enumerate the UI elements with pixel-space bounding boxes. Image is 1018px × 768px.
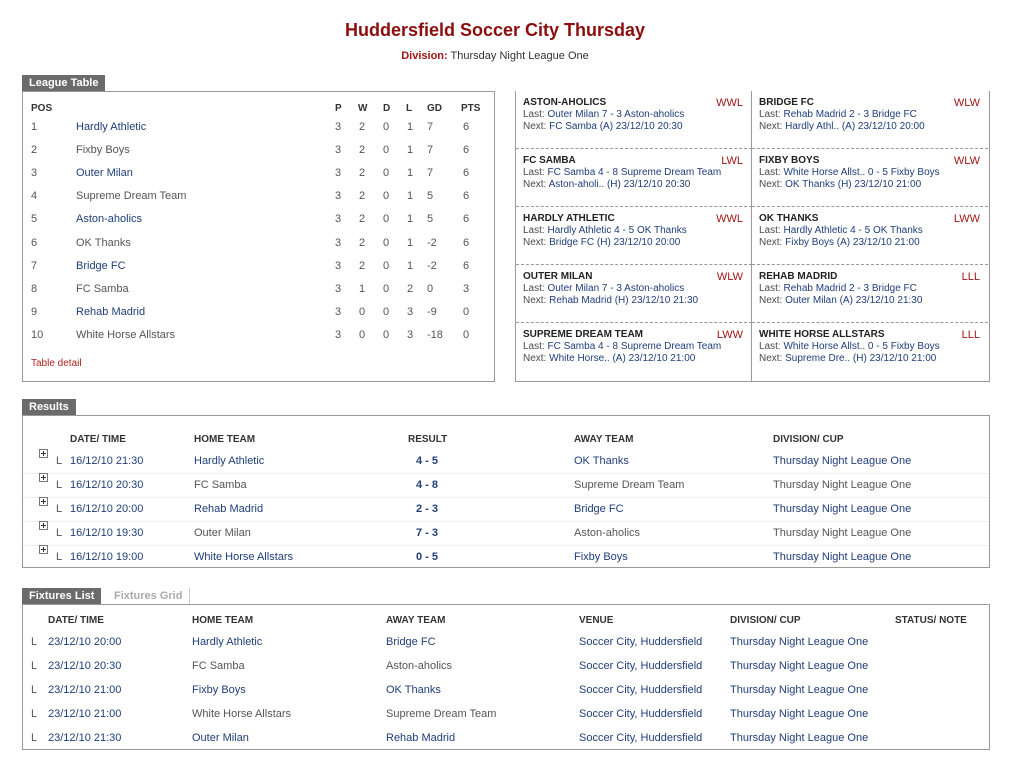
last-result-text[interactable]: White Horse Allst.. 0 - 5 Fixby Boys	[783, 167, 940, 178]
tab-fixtures-list[interactable]: Fixtures List	[22, 588, 101, 604]
played-cell: 3	[335, 213, 342, 226]
gd-cell: -18	[427, 328, 443, 341]
col-away-team: AWAY TEAM	[574, 434, 634, 445]
table-row	[23, 630, 989, 654]
team-name[interactable]: WHITE HORSE ALLSTARS	[759, 329, 885, 340]
played-cell: 3	[335, 282, 342, 295]
match-result[interactable]: 0 - 5	[416, 551, 439, 563]
table-row	[23, 726, 989, 750]
pos-cell: 3	[31, 167, 38, 180]
next-fixture	[523, 295, 698, 306]
team-name[interactable]: OK Thanks	[76, 236, 131, 249]
lost-cell: 1	[407, 213, 414, 226]
results-table	[22, 415, 990, 568]
form-card	[752, 91, 988, 149]
drawn-cell: 0	[383, 236, 390, 249]
team-name[interactable]: Aston-aholics	[76, 213, 143, 226]
plus-icon	[39, 449, 48, 458]
col-home-team: HOME TEAM	[192, 615, 254, 626]
last-label: Last:	[759, 341, 784, 352]
tab-league-table[interactable]: League Table	[22, 75, 105, 91]
last-result-text[interactable]: Rehab Madrid 2 - 3 Bridge FC	[783, 109, 917, 120]
next-fixture	[523, 121, 683, 132]
venue[interactable]: Soccer City, Huddersfield	[579, 708, 703, 720]
next-fixture-text[interactable]: Outer Milan (A) 23/12/10 21:30	[785, 295, 923, 306]
pos-cell: 6	[31, 236, 38, 249]
played-cell: 3	[335, 305, 342, 318]
last-result-text[interactable]: Hardly Athletic 4 - 5 OK Thanks	[547, 225, 687, 236]
team-name[interactable]: FC SAMBA	[523, 155, 576, 166]
drawn-cell: 0	[383, 305, 390, 318]
drawn-cell: 0	[383, 282, 390, 295]
next-fixture	[523, 353, 695, 364]
match-datetime: 23/12/10 20:30	[48, 660, 122, 672]
table-row	[23, 326, 495, 344]
pts-cell: 6	[463, 259, 470, 272]
plus-icon	[39, 473, 48, 482]
home-team[interactable]: FC Samba	[194, 479, 247, 491]
gd-cell: 0	[427, 282, 434, 295]
tab-fixtures-grid[interactable]: Fixtures Grid	[107, 588, 190, 604]
team-name[interactable]: OUTER MILAN	[523, 271, 593, 282]
table-row	[23, 545, 989, 569]
match-type: L	[56, 503, 63, 515]
plus-icon	[39, 545, 48, 554]
played-cell: 3	[335, 121, 342, 133]
division-cup[interactable]: Thursday Night League One	[773, 455, 912, 467]
league-table-header	[23, 100, 495, 118]
pos-cell: 9	[31, 305, 38, 318]
last-label: Last:	[759, 283, 784, 294]
table-row	[23, 449, 989, 473]
form-card	[516, 149, 752, 207]
division-cup[interactable]: Thursday Night League One	[730, 684, 869, 696]
lost-cell: 1	[407, 259, 414, 272]
won-cell: 2	[359, 121, 366, 133]
col-d: D	[383, 103, 391, 114]
gd-cell: 7	[427, 121, 434, 133]
team-name[interactable]: FIXBY BOYS	[759, 155, 820, 166]
pts-cell: 6	[463, 213, 470, 226]
form-string: LWW	[716, 329, 743, 341]
drawn-cell: 0	[383, 167, 390, 180]
team-name[interactable]: White Horse Allstars	[76, 328, 176, 341]
won-cell: 2	[359, 144, 366, 157]
lost-cell: 1	[407, 144, 414, 157]
next-fixture	[759, 237, 920, 248]
away-team[interactable]: Aston-aholics	[386, 660, 453, 672]
col-venue: VENUE	[579, 615, 614, 626]
table-row	[23, 257, 495, 275]
next-fixture-text[interactable]: FC Samba (A) 23/12/10 20:30	[549, 121, 683, 132]
match-result[interactable]: 4 - 5	[416, 455, 439, 467]
next-fixture-text[interactable]: Fixby Boys (A) 23/12/10 21:00	[785, 237, 920, 248]
last-label: Last:	[759, 109, 784, 120]
next-label: Next:	[759, 237, 786, 248]
next-fixture	[759, 179, 921, 190]
pts-cell: 6	[463, 121, 470, 133]
last-result	[759, 341, 940, 352]
match-type: L	[56, 479, 63, 491]
col-away-team: AWAY TEAM	[386, 615, 446, 626]
pos-cell: 7	[31, 259, 38, 272]
next-fixture-text[interactable]: Aston-aholi.. (H) 23/12/10 20:30	[548, 179, 691, 190]
col-w: W	[358, 103, 368, 114]
home-team[interactable]: Hardly Athletic	[194, 455, 265, 467]
won-cell: 2	[359, 213, 366, 226]
won-cell: 2	[359, 167, 366, 180]
team-name[interactable]: ASTON-AHOLICS	[523, 97, 607, 108]
form-card	[752, 265, 988, 323]
table-row	[23, 654, 989, 678]
played-cell: 3	[335, 144, 342, 157]
won-cell: 2	[359, 190, 366, 203]
team-name[interactable]: OK THANKS	[759, 213, 819, 224]
col-result: RESULT	[408, 434, 448, 445]
match-result[interactable]: 2 - 3	[416, 503, 439, 515]
venue[interactable]: Soccer City, Huddersfield	[579, 660, 703, 672]
played-cell: 3	[335, 167, 342, 180]
division-value: Thursday Night League One	[450, 50, 589, 62]
last-result	[523, 283, 684, 294]
next-label: Next:	[523, 353, 550, 364]
last-result	[759, 109, 917, 120]
last-result-text[interactable]: Outer Milan 7 - 3 Aston-aholics	[547, 109, 685, 120]
table-row	[23, 187, 495, 205]
last-result	[523, 109, 684, 120]
form-string: WWL	[716, 213, 743, 225]
pts-cell: 6	[463, 167, 470, 180]
fixtures-table	[22, 604, 990, 750]
pts-cell: 0	[463, 305, 470, 318]
form-card	[752, 207, 988, 265]
form-string: WLW	[953, 155, 980, 167]
team-name[interactable]: HARDLY ATHLETIC	[523, 213, 615, 224]
away-team[interactable]: OK Thanks	[386, 684, 441, 696]
match-datetime: 23/12/10 21:00	[48, 708, 122, 720]
team-name[interactable]: Hardly Athletic	[76, 121, 147, 133]
division-cup[interactable]: Thursday Night League One	[773, 551, 912, 563]
form-string: WLW	[716, 271, 743, 283]
lost-cell: 1	[407, 236, 414, 249]
played-cell: 3	[335, 259, 342, 272]
away-team[interactable]: Rehab Madrid	[386, 732, 456, 744]
team-name[interactable]: REHAB MADRID	[759, 271, 838, 282]
next-label: Next:	[523, 179, 549, 190]
home-team[interactable]: Outer Milan	[194, 527, 251, 539]
drawn-cell: 0	[383, 144, 390, 157]
away-team[interactable]: Supreme Dream Team	[386, 708, 497, 720]
division-cup[interactable]: Thursday Night League One	[730, 636, 869, 648]
away-team[interactable]: Supreme Dream Team	[574, 479, 685, 491]
match-datetime: 23/12/10 21:30	[48, 732, 122, 744]
last-result	[523, 341, 721, 352]
col-home-team: HOME TEAM	[194, 434, 256, 445]
home-team[interactable]: Hardly Athletic	[192, 636, 263, 648]
tab-results[interactable]: Results	[22, 399, 76, 415]
division-cup[interactable]: Thursday Night League One	[730, 732, 869, 744]
division-line	[0, 50, 990, 62]
last-label: Last:	[523, 225, 548, 236]
match-type: L	[56, 455, 63, 467]
won-cell: 2	[359, 259, 366, 272]
last-result-text[interactable]: Rehab Madrid 2 - 3 Bridge FC	[783, 283, 917, 294]
won-cell: 1	[359, 282, 366, 295]
form-string: WLW	[953, 97, 980, 109]
last-result-text[interactable]: White Horse Allst.. 0 - 5 Fixby Boys	[783, 341, 940, 352]
gd-cell: 5	[427, 213, 434, 226]
match-type: L	[31, 732, 38, 744]
pos-cell: 10	[31, 328, 44, 341]
form-string: WWL	[716, 97, 743, 109]
played-cell: 3	[335, 328, 342, 341]
match-type: L	[31, 636, 38, 648]
col-p: P	[335, 103, 342, 114]
form-card	[516, 323, 752, 381]
form-card	[516, 91, 752, 149]
next-label: Next:	[759, 353, 786, 364]
away-team[interactable]: Bridge FC	[386, 636, 436, 648]
team-name[interactable]: Bridge FC	[76, 259, 126, 272]
table-detail-link[interactable]: Table detail	[31, 358, 82, 369]
table-row	[23, 702, 989, 726]
col-gd: GD	[427, 103, 442, 114]
form-string: LLL	[961, 329, 980, 341]
form-guide	[515, 91, 990, 382]
home-team[interactable]: Rehab Madrid	[194, 503, 264, 515]
match-datetime: 16/12/10 20:30	[70, 479, 144, 491]
table-row	[23, 234, 495, 252]
away-team[interactable]: OK Thanks	[574, 455, 629, 467]
drawn-cell: 0	[383, 328, 390, 341]
lost-cell: 3	[407, 328, 414, 341]
venue[interactable]: Soccer City, Huddersfield	[579, 732, 703, 744]
match-type: L	[31, 660, 38, 672]
pos-cell: 5	[31, 213, 38, 226]
gd-cell: 5	[427, 190, 434, 203]
match-type: L	[31, 708, 38, 720]
last-result	[523, 167, 721, 178]
match-datetime: 16/12/10 21:30	[70, 455, 144, 467]
next-label: Next:	[523, 295, 550, 306]
match-type: L	[56, 527, 63, 539]
form-card	[516, 265, 752, 323]
home-team[interactable]: White Horse Allstars	[192, 708, 292, 720]
last-label: Last:	[523, 341, 548, 352]
last-result	[759, 167, 940, 178]
won-cell: 2	[359, 236, 366, 249]
team-name[interactable]: Fixby Boys	[76, 144, 130, 157]
played-cell: 3	[335, 236, 342, 249]
col-status: STATUS/ NOTE	[895, 615, 967, 626]
lost-cell: 1	[407, 121, 414, 133]
away-team[interactable]: Aston-aholics	[574, 527, 641, 539]
lost-cell: 2	[407, 282, 414, 295]
last-label: Last:	[523, 109, 548, 120]
table-row	[23, 497, 989, 521]
form-card	[752, 149, 988, 207]
last-label: Last:	[523, 167, 548, 178]
last-label: Last:	[759, 225, 784, 236]
match-result[interactable]: 7 - 3	[416, 527, 439, 539]
form-card	[752, 323, 988, 381]
drawn-cell: 0	[383, 213, 390, 226]
col-datetime: DATE/ TIME	[48, 615, 104, 626]
table-row	[23, 164, 495, 182]
home-team[interactable]: Outer Milan	[192, 732, 249, 744]
venue[interactable]: Soccer City, Huddersfield	[579, 636, 703, 648]
next-fixture	[759, 353, 936, 364]
next-label: Next:	[759, 121, 786, 132]
plus-icon	[39, 497, 48, 506]
last-result-text[interactable]: Outer Milan 7 - 3 Aston-aholics	[547, 283, 685, 294]
pos-cell: 1	[31, 121, 38, 133]
next-fixture	[759, 295, 922, 306]
table-row	[23, 210, 495, 228]
col-l: L	[406, 103, 413, 114]
league-table	[22, 91, 495, 382]
division-cup[interactable]: Thursday Night League One	[730, 660, 869, 672]
venue[interactable]: Soccer City, Huddersfield	[579, 684, 703, 696]
table-row	[23, 141, 495, 159]
page-title: Huddersfield Soccer City Thursday	[344, 20, 646, 40]
division-cup[interactable]: Thursday Night League One	[773, 527, 912, 539]
table-row	[23, 280, 495, 298]
table-row	[23, 521, 989, 545]
next-label: Next:	[759, 179, 786, 190]
drawn-cell: 0	[383, 259, 390, 272]
next-fixture-text[interactable]: OK Thanks (H) 23/12/10 21:00	[785, 179, 922, 190]
pts-cell: 0	[463, 328, 470, 341]
col-division: DIVISION/ CUP	[773, 434, 844, 445]
lost-cell: 1	[407, 167, 414, 180]
form-string: LWL	[721, 155, 743, 167]
next-fixture-text[interactable]: Supreme Dre.. (H) 23/12/10 21:00	[785, 353, 937, 364]
match-type: L	[56, 551, 63, 563]
home-team[interactable]: White Horse Allstars	[194, 551, 294, 563]
match-result[interactable]: 4 - 8	[416, 479, 439, 491]
won-cell: 0	[359, 305, 366, 318]
next-label: Next:	[523, 237, 550, 248]
last-result	[523, 225, 687, 236]
played-cell: 3	[335, 190, 342, 203]
team-name[interactable]: Supreme Dream Team	[76, 190, 187, 203]
drawn-cell: 0	[383, 121, 390, 133]
away-team[interactable]: Fixby Boys	[574, 551, 628, 563]
match-datetime: 23/12/10 20:00	[48, 636, 122, 648]
match-datetime: 23/12/10 21:00	[48, 684, 122, 696]
next-fixture	[759, 121, 925, 132]
next-fixture-text[interactable]: Rehab Madrid (H) 23/12/10 21:30	[549, 295, 699, 306]
col-division: DIVISION/ CUP	[730, 615, 801, 626]
last-label: Last:	[759, 167, 784, 178]
division-cup[interactable]: Thursday Night League One	[730, 708, 869, 720]
next-fixture-text[interactable]: Bridge FC (H) 23/12/10 20:00	[549, 237, 681, 248]
division-label: Division:	[401, 50, 448, 62]
form-string: LLL	[961, 271, 980, 283]
team-name[interactable]: BRIDGE FC	[759, 97, 814, 108]
table-row	[23, 473, 989, 497]
team-name[interactable]: Rehab Madrid	[76, 305, 146, 318]
home-team[interactable]: Fixby Boys	[192, 684, 246, 696]
division-cup[interactable]: Thursday Night League One	[773, 479, 912, 491]
table-row	[23, 678, 989, 702]
form-card	[516, 207, 752, 265]
next-fixture-text[interactable]: Hardly Athl.. (A) 23/12/10 20:00	[785, 121, 925, 132]
won-cell: 0	[359, 328, 366, 341]
match-type: L	[31, 684, 38, 696]
gd-cell: -9	[427, 305, 437, 318]
pos-cell: 8	[31, 282, 38, 295]
next-fixture	[523, 179, 690, 190]
pos-cell: 2	[31, 144, 38, 157]
gd-cell: 7	[427, 167, 434, 180]
match-datetime: 16/12/10 19:30	[70, 527, 144, 539]
last-label: Last:	[523, 283, 548, 294]
gd-cell: -2	[427, 236, 437, 249]
plus-icon	[39, 521, 48, 530]
last-result	[759, 225, 923, 236]
next-fixture	[523, 237, 680, 248]
pts-cell: 3	[463, 282, 470, 295]
col-datetime: DATE/ TIME	[70, 434, 126, 445]
col-pts: PTS	[461, 103, 481, 114]
lost-cell: 3	[407, 305, 414, 318]
match-datetime: 16/12/10 20:00	[70, 503, 144, 515]
home-team[interactable]: FC Samba	[192, 660, 245, 672]
pts-cell: 6	[463, 144, 470, 157]
team-name[interactable]: FC Samba	[76, 282, 129, 295]
next-label: Next:	[759, 295, 786, 306]
gd-cell: 7	[427, 144, 434, 157]
drawn-cell: 0	[383, 190, 390, 203]
next-fixture-text[interactable]: White Horse.. (A) 23/12/10 21:00	[549, 353, 696, 364]
match-datetime: 16/12/10 19:00	[70, 551, 144, 563]
last-result	[759, 283, 917, 294]
lost-cell: 1	[407, 190, 414, 203]
last-result-text[interactable]: Hardly Athletic 4 - 5 OK Thanks	[783, 225, 923, 236]
team-name[interactable]: Outer Milan	[76, 167, 133, 180]
team-name[interactable]: SUPREME DREAM TEAM	[523, 329, 644, 340]
next-label: Next:	[523, 121, 550, 132]
division-cup[interactable]: Thursday Night League One	[773, 503, 912, 515]
table-row	[23, 118, 495, 136]
form-string: LWW	[953, 213, 980, 225]
pos-cell: 4	[31, 190, 38, 203]
table-row	[23, 303, 495, 321]
pts-cell: 6	[463, 236, 470, 249]
away-team[interactable]: Bridge FC	[574, 503, 624, 515]
col-pos: POS	[31, 103, 53, 114]
last-result-text[interactable]: FC Samba 4 - 8 Supreme Dream Team	[547, 341, 722, 352]
gd-cell: -2	[427, 259, 437, 272]
pts-cell: 6	[463, 190, 470, 203]
last-result-text[interactable]: FC Samba 4 - 8 Supreme Dream Team	[547, 167, 722, 178]
